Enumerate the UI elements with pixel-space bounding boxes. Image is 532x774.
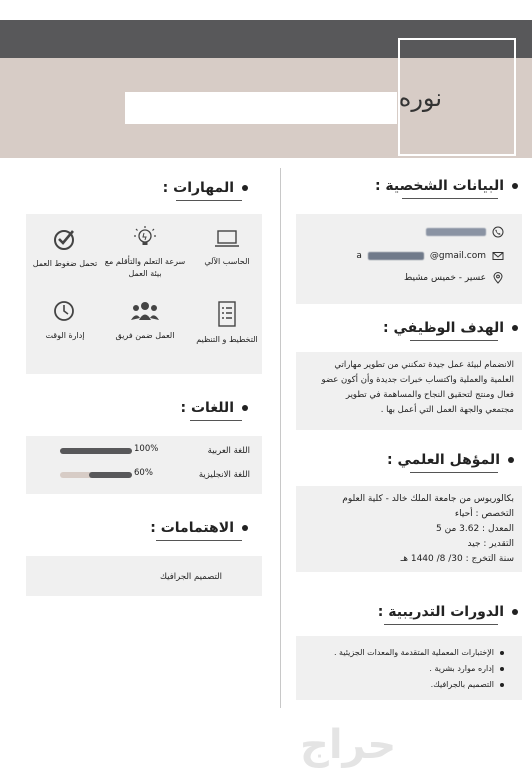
language-percent: 60%: [134, 468, 153, 478]
objective-section-title: الهدف الوظيفي :: [383, 320, 518, 336]
personal-section-title: البيانات الشخصية :: [375, 178, 518, 194]
skills-section-title: المهارات :: [163, 180, 248, 196]
laptop-icon: [213, 228, 241, 250]
languages-box: [26, 436, 262, 494]
name-redaction: [125, 92, 397, 124]
languages-section-title: اللغات :: [181, 400, 248, 416]
phone-row: [426, 226, 504, 238]
skill-item: سرعة التعلم والتأقلم مع بيئة العمل: [104, 224, 186, 280]
personal-info-box: [296, 214, 522, 304]
email-suffix[interactable]: @gmail.com: [429, 251, 486, 261]
phone-redacted: [426, 228, 486, 236]
language-bar: [60, 448, 132, 454]
team-icon: [129, 300, 161, 324]
location-pin-icon: [492, 272, 504, 284]
skills-title-underline: [176, 200, 242, 201]
check-circle-icon: [51, 226, 79, 252]
objective-title-underline: [410, 340, 498, 341]
course-item: إداره موارد بشرية .: [429, 664, 504, 673]
location-row: [404, 272, 504, 284]
interests-box: [26, 556, 262, 596]
interest-item: التصميم الجرافيك: [159, 572, 222, 582]
course-item: التصميم بالجرافيك.: [431, 680, 504, 689]
skill-item: العمل ضمن فريق: [104, 300, 186, 342]
skill-item: إدارة الوقت: [24, 300, 106, 342]
education-section-title: المؤهل العلمي :: [387, 452, 514, 468]
languages-title-underline: [190, 420, 242, 421]
email-row: [356, 250, 504, 262]
clock-icon: [51, 300, 79, 324]
interests-section-title: الاهتمامات :: [150, 520, 248, 536]
course-item: الإختبارات المعملية المتقدمة والمعدات الجزيئية .: [334, 648, 504, 657]
courses-section-title: الدورات التدريبية :: [378, 604, 518, 620]
language-bar-fill: [89, 472, 132, 478]
email-redacted: [368, 252, 424, 260]
education-text: بكالوريوس من جامعة الملك خالد - كلية العلوم التخصص : أحياء المعدل : 3.62 من 5 التقدير : جيد سنة التخرج : 30/ 8/ 1440 هـ: [342, 494, 514, 564]
person-name: نوره: [398, 84, 442, 112]
lightbulb-icon: [131, 224, 159, 250]
objective-text: الانضمام لبيئة عمل جيدة تمكنني من تطوير مهاراتي العلمية والعملية واكتساب خبرات جديدة وأن أكون عضو فعال ومنتج لتحقيق النجاح والمساهمة في تطوير مجتمعي والجهة العمل التي أعمل بها .: [321, 360, 514, 415]
skills-box: [26, 214, 262, 374]
interests-title-underline: [156, 540, 242, 541]
language-name: اللغة العربية: [207, 446, 250, 456]
education-title-underline: [410, 472, 498, 473]
language-bar: [60, 472, 132, 478]
objective-box: [296, 352, 522, 430]
skill-item: تحمل ضغوط العمل: [24, 226, 106, 270]
skill-item: الحاسب الآلي: [186, 228, 268, 268]
watermark: حراج: [300, 722, 397, 768]
education-box: [296, 486, 522, 572]
phone-icon: [492, 226, 504, 238]
skill-item: التخطيط و التنظيم: [186, 300, 268, 346]
courses-box: [296, 636, 522, 700]
language-percent: 100%: [134, 444, 159, 454]
location-text: عسير - خميس مشيط: [404, 273, 486, 283]
language-bar-fill: [60, 448, 132, 454]
mail-icon: [492, 250, 504, 262]
column-divider: [280, 168, 281, 708]
courses-title-underline: [384, 624, 498, 625]
checklist-icon: [213, 300, 241, 328]
personal-title-underline: [402, 198, 498, 199]
language-name: اللغة الانجليزية: [198, 470, 250, 480]
email-prefix: a: [356, 251, 362, 261]
